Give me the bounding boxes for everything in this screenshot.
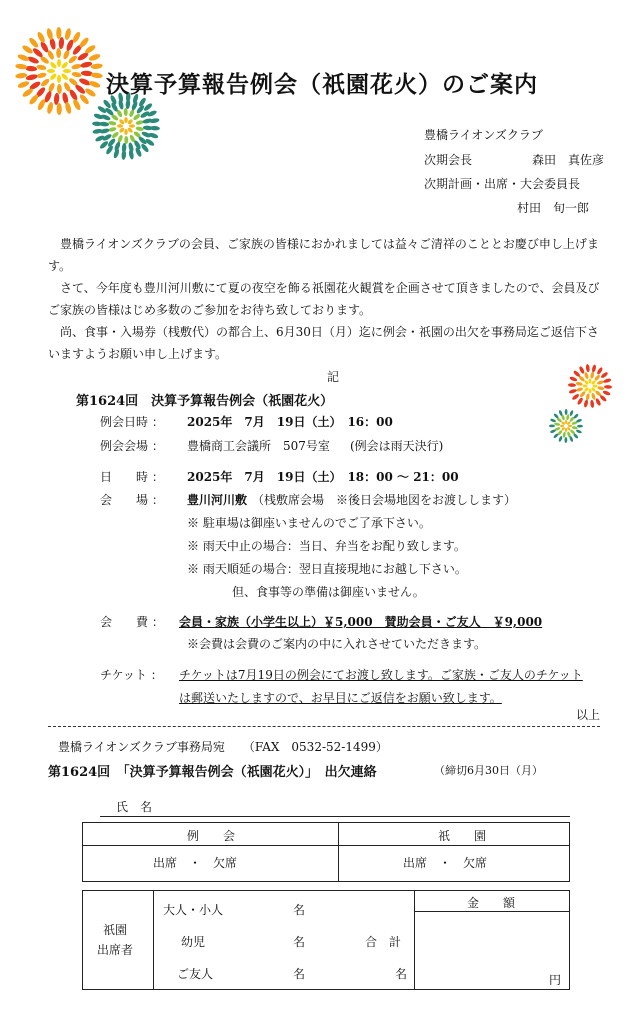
attend-gion-choice[interactable]: 出席 ・ 欠席: [403, 856, 488, 870]
attendance-divider-horizontal: [83, 845, 569, 846]
total-label: 合 計: [365, 935, 402, 949]
amount-header-divider: [414, 911, 569, 912]
meeting-venue-value: 豊橋商工会議所 507号室: [187, 439, 330, 453]
row-infant-label: 幼児: [181, 935, 206, 949]
page-title: 決算予算報告例会（祇園花火）のご案内: [106, 72, 538, 98]
row-adult-label: 大人・小人: [163, 903, 224, 917]
organizer-president: 次期会長 森田 真佐彦: [424, 153, 605, 167]
event-date-value: 2025年 7月 19日（土） 18：00 〜 21：00: [187, 470, 459, 484]
name-field-line[interactable]: [100, 816, 570, 817]
col-reikai-header: 例 会: [187, 829, 236, 843]
row-adult-unit: 名: [293, 903, 306, 917]
body-paragraph-1: 豊橋ライオンズクラブの会員、ご家族の皆様におかれましては益々ご清祥のこととお慶び申し上げます。: [48, 237, 599, 273]
gion-attendees-label-1: 祇園: [103, 923, 128, 937]
event-place-detail: （桟敷席会場 ※後日会場地図をお渡しします）: [252, 493, 517, 507]
gion-attendees-label-2: 出席者: [97, 943, 134, 957]
ticket-value-line2: は郵送いたしますので、お早目にご返信をお願い致します。: [179, 691, 502, 705]
attendance-divider-vertical: [338, 823, 339, 881]
gion-divider-right: [414, 891, 415, 989]
ijou-marker: 以上: [576, 708, 601, 722]
reply-recipient: 豊橋ライオンズクラブ事務局宛 （FAX 0532-52-1499）: [58, 740, 388, 754]
event-date-label: 日 時 ：: [100, 470, 164, 484]
firework-large-icon: [14, 26, 104, 116]
meeting-date-label: 例会日時 ：: [100, 415, 164, 429]
ki-marker: 記: [327, 370, 340, 384]
body-paragraph-2: さて、今年度も豊川河川敷にて夏の夜空を飾る祇園花火観賞を企画させて頂きましたので、会員及びご家族の皆様はじめ多数のご参加をお待ち致しております。: [48, 281, 600, 317]
event-note-parking: ※ 駐車場は御座いませんのでご了承下さい。: [187, 516, 431, 530]
firework-small-orange-icon: [566, 362, 614, 410]
event-place-label: 会 場 ：: [100, 493, 164, 507]
organizer-committee-title: 次期計画・出席・大会委員長: [424, 177, 581, 191]
ticket-label: チケット ：: [100, 668, 163, 682]
meeting-venue-note: (例会は雨天決行): [350, 439, 444, 453]
row-friend-unit: 名: [293, 967, 306, 981]
attend-reikai-choice[interactable]: 出席 ・ 欠席: [153, 856, 238, 870]
name-label: 氏 名: [116, 800, 153, 814]
row-friend-label: ご友人: [177, 967, 214, 981]
meeting-date-value: 2025年 7月 19日（土） 16：00: [187, 415, 393, 429]
gion-divider-left: [153, 891, 154, 989]
firework-small-green-icon: [548, 408, 584, 444]
firework-medium-icon: [92, 92, 160, 160]
amount-yen-unit: 円: [549, 973, 562, 987]
fee-value: 会員・家族（小学生以上）￥5,000 賛助会員・ご友人 ￥9,000: [179, 615, 543, 629]
reply-deadline: （締切6月30日（月）: [434, 764, 543, 777]
gion-attendee-table: [82, 890, 570, 990]
ticket-value-line1: チケットは7月19日の例会にてお渡し致します。ご家族・ご友人のチケット: [179, 668, 583, 682]
reply-heading: 第1624回 「決算予算報告例会（祇園花火）」 出欠連絡: [48, 765, 377, 780]
row-infant-unit: 名: [293, 935, 306, 949]
amount-header: 金 額: [467, 896, 516, 910]
organizer-club: 豊橋ライオンズクラブ: [424, 128, 543, 142]
fee-label: 会 費 ：: [100, 615, 164, 629]
meeting-heading: 第1624回 決算予算報告例会（祇園花火）: [76, 394, 334, 409]
cut-line: [48, 726, 600, 727]
meeting-venue-label: 例会会場 ：: [100, 439, 164, 453]
attendance-table: [82, 822, 570, 882]
fee-note: ※会費は会費のご案内の中に入れさせていただきます。: [187, 637, 487, 651]
body-paragraph-3: 尚、食事・入場券（桟敷代）の都合上、6月30日（月）迄に例会・祇園の出欠を事務局迄ご返信下さいますようお願い申し上げます。: [48, 325, 599, 361]
col-gion-header: 祇 園: [438, 829, 487, 843]
event-note-rain-postpone: ※ 雨天順延の場合：翌日直接現地にお越し下さい。: [187, 562, 467, 576]
event-note-meals: 但、食事等の準備は御座いません。: [232, 585, 425, 599]
event-place-value: 豊川河川敷: [187, 493, 248, 507]
total-unit: 名: [395, 967, 408, 981]
event-note-rain-cancel: ※ 雨天中止の場合：当日、弁当をお配り致します。: [187, 539, 466, 553]
organizer-committee-name: 村田 旬一郎: [517, 201, 590, 215]
